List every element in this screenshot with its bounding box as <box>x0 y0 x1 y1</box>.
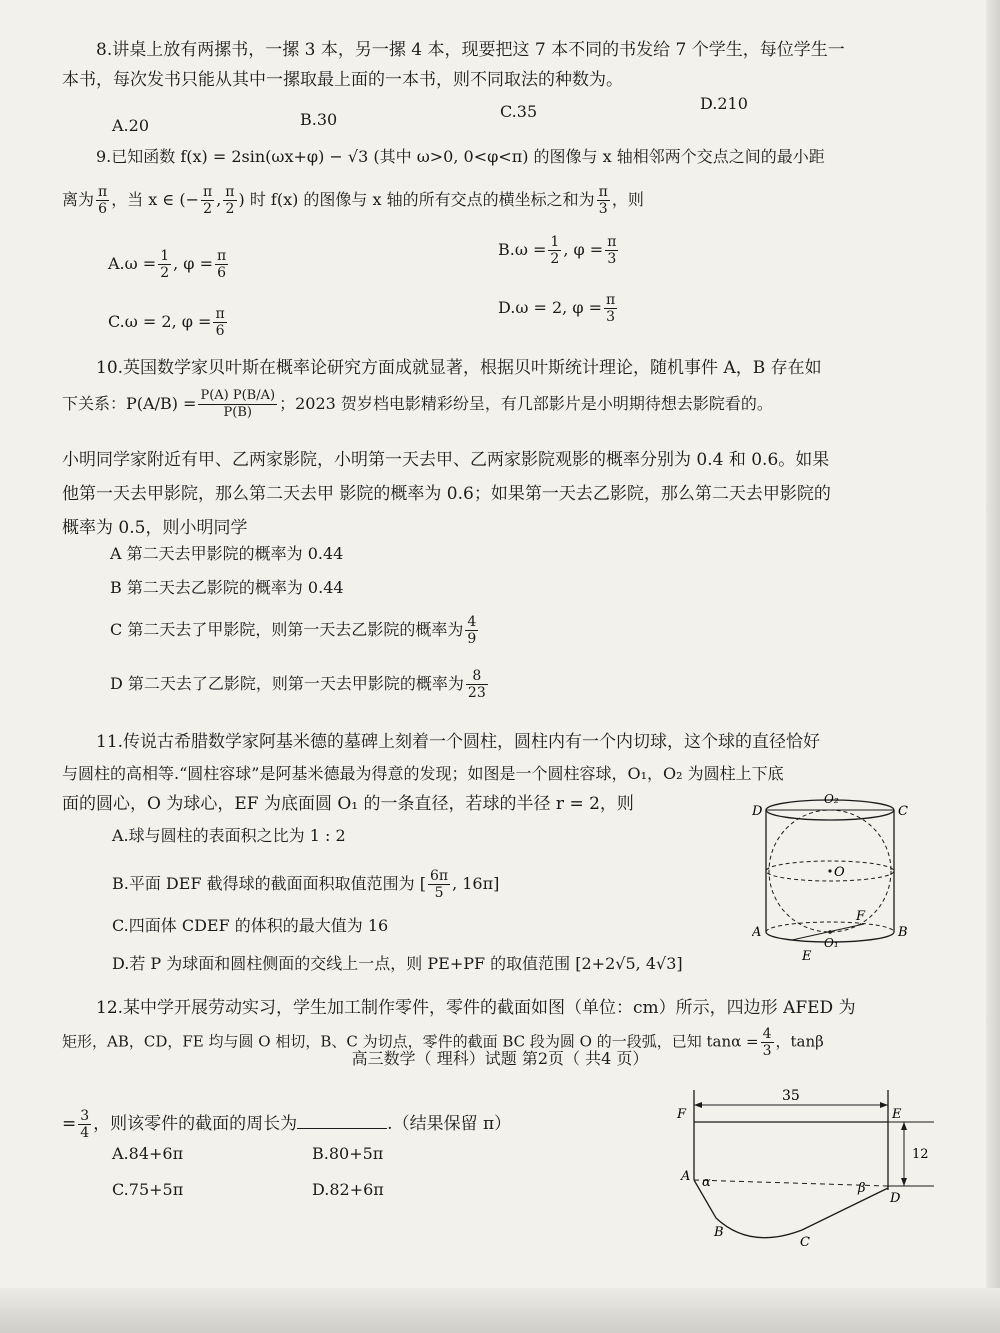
cylinder-sphere-figure <box>752 790 912 970</box>
scan-bottom-edge <box>0 1288 1000 1333</box>
arrow-up <box>901 1122 907 1130</box>
frac: $\frac{\pi}{2}$ <box>203 184 213 217</box>
label-O2: O₂ <box>824 792 839 806</box>
label-F2: F <box>677 1107 687 1122</box>
q11-line3: 面的圆心，O 为球心，EF 为底面圆 O₁ 的一条直径，若球的半径 r = 2，则 <box>62 794 634 814</box>
frac: $\frac{6\pi}{5}$ <box>429 868 449 901</box>
label-D: D <box>752 804 763 819</box>
label-35: 35 <box>782 1088 800 1104</box>
q12-option-b: B.80+5π <box>312 1144 384 1163</box>
label-alpha: α <box>702 1175 711 1190</box>
q9-option-a: A.ω = $\frac{1}{2}$ , φ = $\frac{\pi}{6}$ <box>108 248 227 281</box>
label-E2: E <box>892 1107 902 1122</box>
q11-option-a: A.球与圆柱的表面积之比为 1 : 2 <box>112 826 346 845</box>
label-B: B <box>898 925 908 940</box>
label-O: O <box>834 865 845 880</box>
q9-option-c: C.ω = 2, φ = $\frac{\pi}{6}$ <box>108 306 225 339</box>
q9-option-d: D.ω = 2, φ = $\frac{\pi}{3}$ <box>498 292 616 325</box>
label-O1: O₁ <box>824 936 839 950</box>
label-C: C <box>898 804 908 819</box>
q8-option-c: C.35 <box>500 102 538 121</box>
q8-option-b: B.30 <box>300 110 338 129</box>
label-D2: D <box>890 1191 901 1206</box>
frac: $\frac{4}{9}$ <box>467 614 477 647</box>
scan-edge <box>986 0 1000 1333</box>
center-o1 <box>828 930 832 934</box>
q11-line1: 11.传说古希腊数学家阿基米德的墓碑上刻着一个圆柱，圆柱内有一个内切球，这个球的直径恰好 <box>96 732 821 752</box>
bayes-fraction: $\frac{P(A) P(B/A)}{P(B)}$ <box>200 388 276 420</box>
q12-option-d: D.82+6π <box>312 1180 384 1199</box>
q10-option-c: C 第二天去了甲影院，则第一天去乙影院的概率为 $\frac{4}{9}$ <box>110 614 477 647</box>
answer-blank <box>297 1114 387 1129</box>
arrow-right <box>880 1102 888 1108</box>
q8-option-d: D.210 <box>700 94 748 113</box>
q9-line1: 9.已知函数 f(x) = 2sin(ωx+φ) − √3 (其中 ω>0, 0<φ<π) 的图像与 x 轴相邻两个交点之间的最小距 <box>96 147 825 166</box>
label-F: F <box>856 909 866 924</box>
frac: $\frac{\pi}{6}$ <box>216 248 227 281</box>
q12-line1: 12.某中学开展劳动实习，学生加工制作零件，零件的截面如图（单位：cm）所示，四边形 AFED 为 <box>96 998 856 1018</box>
q8-line2: 本书，每次发书只能从其中一摞取最上面的一本书，则不同取法的种数为。 <box>62 70 623 90</box>
frac: $\frac{4}{3}$ <box>762 1026 772 1059</box>
q11-option-d: D.若 P 为球面和圆柱侧面的交线上一点，则 PE+PF 的取值范围 [2+2√5, 4√3] <box>112 954 683 973</box>
q10-option-b: B 第二天去乙影院的概率为 0.44 <box>110 578 344 597</box>
arrow-left <box>694 1102 702 1108</box>
label-beta: β <box>858 1181 866 1196</box>
q9-line2: 离为 $\frac{\pi}{6}$ ，当 x ∈ (− $\frac{\pi}{2}$ , $\frac{\pi}{2}$ ) 时 f(x) 的图像与 x 轴的所有交点的横坐标之和为 $\frac{\pi}{3}$ ，则 <box>62 184 644 217</box>
arrow-down <box>901 1178 907 1186</box>
frac: $\frac{\pi}{3}$ <box>598 184 608 217</box>
frac: $\frac{\pi}{3}$ <box>606 292 616 325</box>
center-o <box>828 869 831 872</box>
q11-line2: 与圆柱的高相等.“圆柱容球”是阿基米德最为得意的发现；如图是一个圆柱容球，O₁，O₂ 为圆柱上下底 <box>62 764 784 783</box>
page-footer: 高三数学（ 理科）试题 第2页（ 共4 页） <box>351 1049 649 1068</box>
q12-option-a: A.84+6π <box>112 1144 184 1163</box>
q8-option-a: A.20 <box>112 116 149 135</box>
q10-option-d: D 第二天去了乙影院，则第一天去甲影院的概率为 $\frac{8}{23}$ <box>110 668 486 701</box>
part-section-figure <box>672 1080 942 1250</box>
q11-option-c: C.四面体 CDEF 的体积的最大值为 16 <box>112 916 389 935</box>
frac: $\frac{1}{2}$ <box>550 234 560 267</box>
q10-line4: 他第一天去甲影院，那么第二天去甲 影院的概率为 0.6；如果第一天去乙影院，那么第二天去甲影院的 <box>62 484 831 504</box>
label-12: 12 <box>912 1147 929 1162</box>
frac: $\frac{1}{2}$ <box>160 248 170 281</box>
q8-line1: 8.讲桌上放有两摞书，一摞 3 本，另一摞 4 本，现要把这 7 本不同的书发给 7 个学生，每位学生一 <box>96 40 845 60</box>
q10-line1: 10.英国数学家贝叶斯在概率论研究方面成就显著，根据贝叶斯统计理论，随机事件 A，B 存在如 <box>96 358 822 378</box>
q9-option-b: B.ω = $\frac{1}{2}$ , φ = $\frac{\pi}{3}$ <box>498 234 617 267</box>
label-B2: B <box>714 1225 724 1240</box>
q10-line5: 概率为 0.5，则小明同学 <box>62 518 248 538</box>
q11-option-b: B.平面 DEF 截得球的截面面积取值范围为 [ $\frac{6\pi}{5}$ , 16π] <box>112 868 500 901</box>
frac: $\frac{\pi}{2}$ <box>225 184 235 217</box>
label-A2: A <box>681 1169 691 1184</box>
frac: $\frac{3}{4}$ <box>80 1108 90 1141</box>
frac: $\frac{\pi}{6}$ <box>215 306 225 339</box>
q12-option-c: C.75+5π <box>112 1180 184 1199</box>
frac: $\frac{\pi}{6}$ <box>98 184 108 217</box>
q12-line2: 矩形，AB，CD，FE 均与圆 O 相切，B、C 为切点，零件的截面 BC 段为圆 O 的一段弧，已知 tanα = $\frac{4}{3}$ ，tanβ <box>62 1026 824 1059</box>
q10-line3: 小明同学家附近有甲、乙两家影院，小明第一天去甲、乙两家影院观影的概率分别为 0.4 和 0.6。如果 <box>62 450 830 470</box>
frac: $\frac{8}{23}$ <box>467 668 486 701</box>
frac: $\frac{\pi}{3}$ <box>607 234 617 267</box>
q10-option-a: A 第二天去甲影院的概率为 0.44 <box>110 544 344 563</box>
q12-line3: = $\frac{3}{4}$ ，则该零件的截面的周长为 .（结果保留 π） <box>62 1108 512 1141</box>
label-E: E <box>802 949 812 964</box>
q10-line2: 下关系：P(A/B) = $\frac{P(A) P(B/A)}{P(B)}$ ；2023 贺岁档电影精彩纷呈，有几部影片是小明期待想去影院看的。 <box>62 388 773 420</box>
label-C2: C <box>800 1235 810 1250</box>
label-A: A <box>752 925 762 940</box>
